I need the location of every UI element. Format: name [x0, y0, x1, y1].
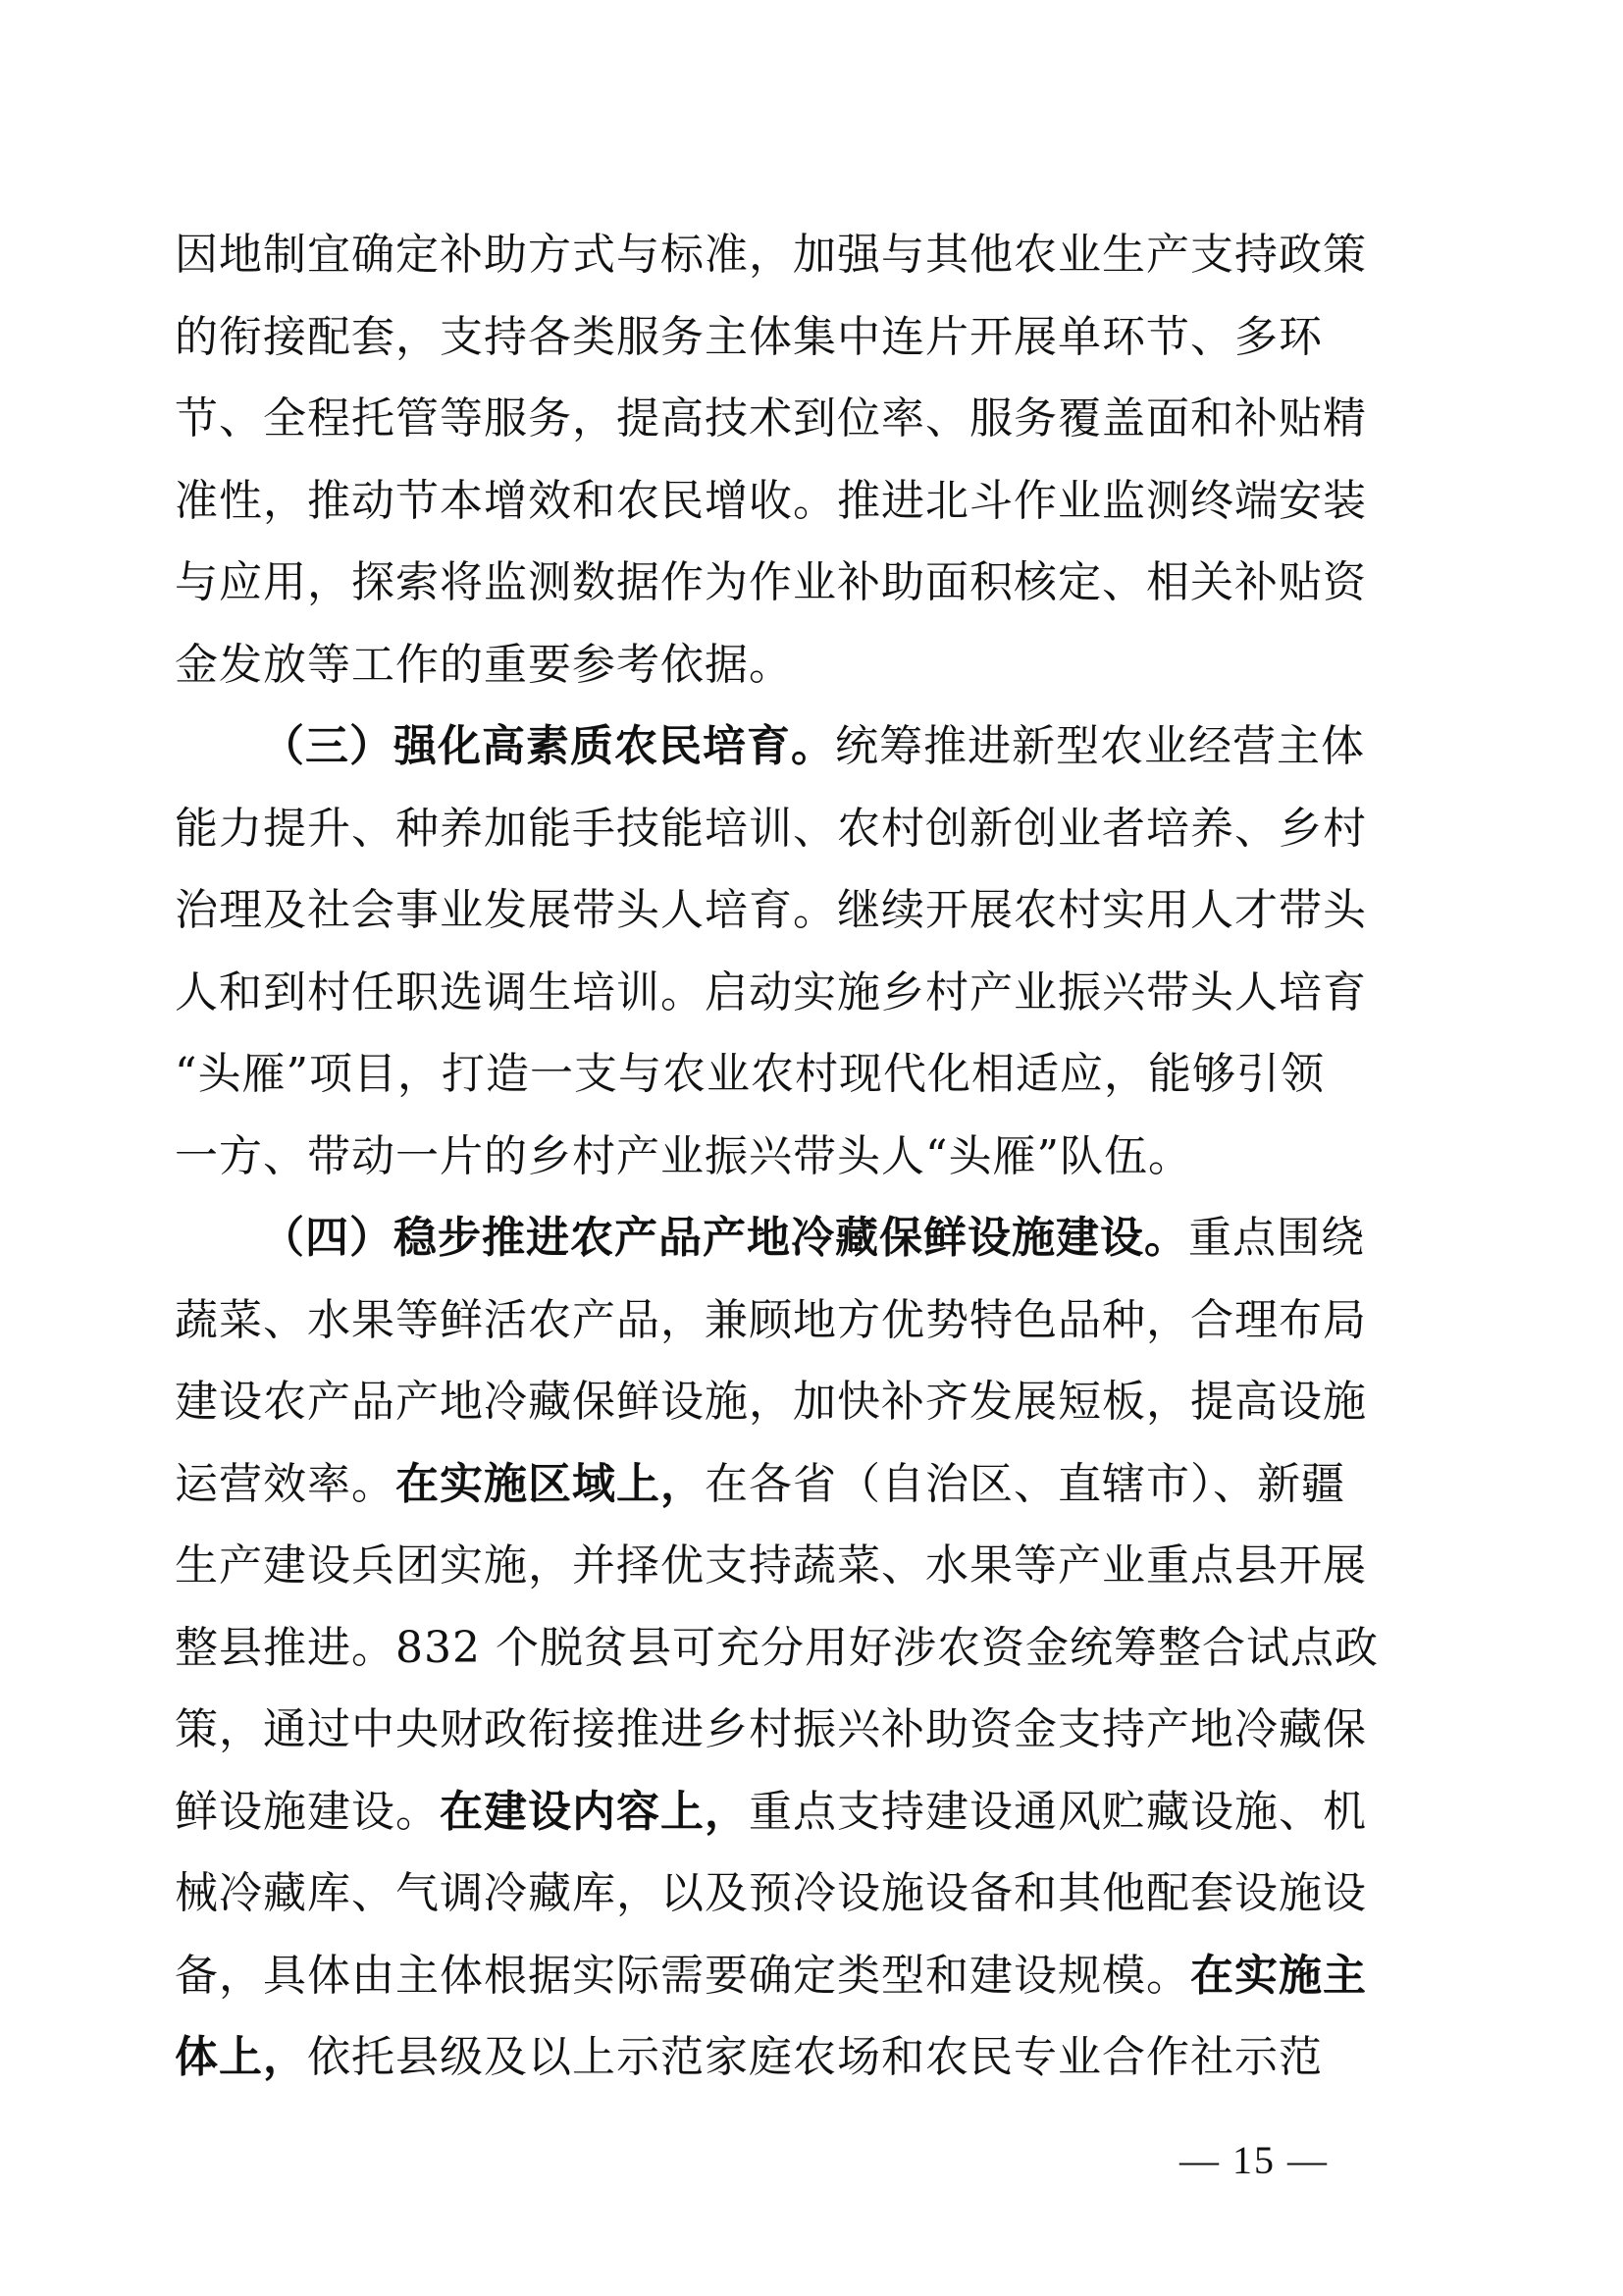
body-text [175, 214, 1379, 2099]
bold-phrase: 在实施区域上， [395, 1458, 705, 1509]
text-fragment: 在各省（自治区、直辖市）、新疆 [705, 1458, 1345, 1509]
text-line: 人和到村任职选调生培训。启动实施乡村产业振兴带头人培育 [175, 966, 1367, 1018]
text-line [175, 1935, 1367, 2017]
text-fragment: 统筹推进新型农业经营主体 [835, 721, 1365, 771]
text-fragment: 依托县级及以上示范家庭农场和农民专业合作社示范 [307, 2032, 1323, 2082]
text-line: “头雁”项目，打造一支与农业农村现代化相适应，能够引领 [175, 1049, 1325, 1099]
text-line: 的衔接配套，支持各类服务主体集中连片开展单环节、多环 [175, 311, 1323, 362]
text-line: 械冷藏库、气调冷藏库，以及预冷设施设备和其他配套设施设 [175, 1868, 1367, 1918]
text-fragment: 重点支持建设通风贮藏设施、机 [749, 1786, 1367, 1837]
text-line: 一方、带动一片的乡村产业振兴带头人“头雁”队伍。 [175, 1130, 1192, 1181]
paragraph-first-line [175, 705, 1365, 788]
text-line: 因地制宜确定补助方式与标准，加强与其他农业生产支持政策 [175, 230, 1367, 280]
text-line: 能力提升、种养加能手技能培训、农村创新创业者培养、乡村 [175, 803, 1367, 854]
text-line: 建设农产品产地冷藏保鲜设施，加快补齐发展短板，提高设施 [175, 1377, 1367, 1427]
text-line: 治理及社会事业发展带头人培育。继续开展农村实用人才带头 [175, 885, 1367, 935]
text-fragment: 备，具体由主体根据实际需要确定类型和建设规模。 [175, 1950, 1190, 2001]
text-line: 节、全程托管等服务，提高技术到位率、服务覆盖面和补贴精 [175, 393, 1367, 444]
bold-phrase: 体上， [175, 2032, 307, 2082]
text-line: 准性，推动节本增效和农民增收。推进北斗作业监测终端安装 [175, 475, 1367, 526]
section-heading-3: （三）强化高素质农民培育。 [261, 721, 835, 771]
page-number: — 15 — [1179, 2138, 1329, 2182]
text-fragment: 运营效率。 [175, 1458, 395, 1509]
text-line: 整县推进。832 个脱贫县可充分用好涉农资金统筹整合试点政 [175, 1622, 1379, 1673]
bold-phrase: 在实施主 [1190, 1950, 1367, 2001]
text-line: 策，通过中央财政衔接推进乡村振兴补助资金支持产地冷藏保 [175, 1704, 1367, 1754]
text-fragment: 鲜设施建设。 [175, 1786, 440, 1837]
text-line: 金发放等工作的重要参考依据。 [175, 639, 793, 690]
text-line: 生产建设兵团实施，并择优支持蔬菜、水果等产业重点县开展 [175, 1540, 1367, 1591]
bold-phrase: 在建设内容上， [440, 1786, 749, 1837]
text-fragment: 重点围绕 [1188, 1213, 1365, 1263]
section-heading-4: （四）稳步推进农产品产地冷藏保鲜设施建设。 [261, 1213, 1188, 1263]
paragraph-first-line [175, 1197, 1365, 1279]
text-line [175, 1443, 1345, 1526]
text-line: 蔬菜、水果等鲜活农产品，兼顾地方优势特色品种，合理布局 [175, 1294, 1367, 1345]
text-line [175, 1771, 1367, 1853]
text-line: 与应用，探索将监测数据作为作业补助面积核定、相关补贴资 [175, 557, 1367, 607]
text-line [175, 2016, 1323, 2099]
